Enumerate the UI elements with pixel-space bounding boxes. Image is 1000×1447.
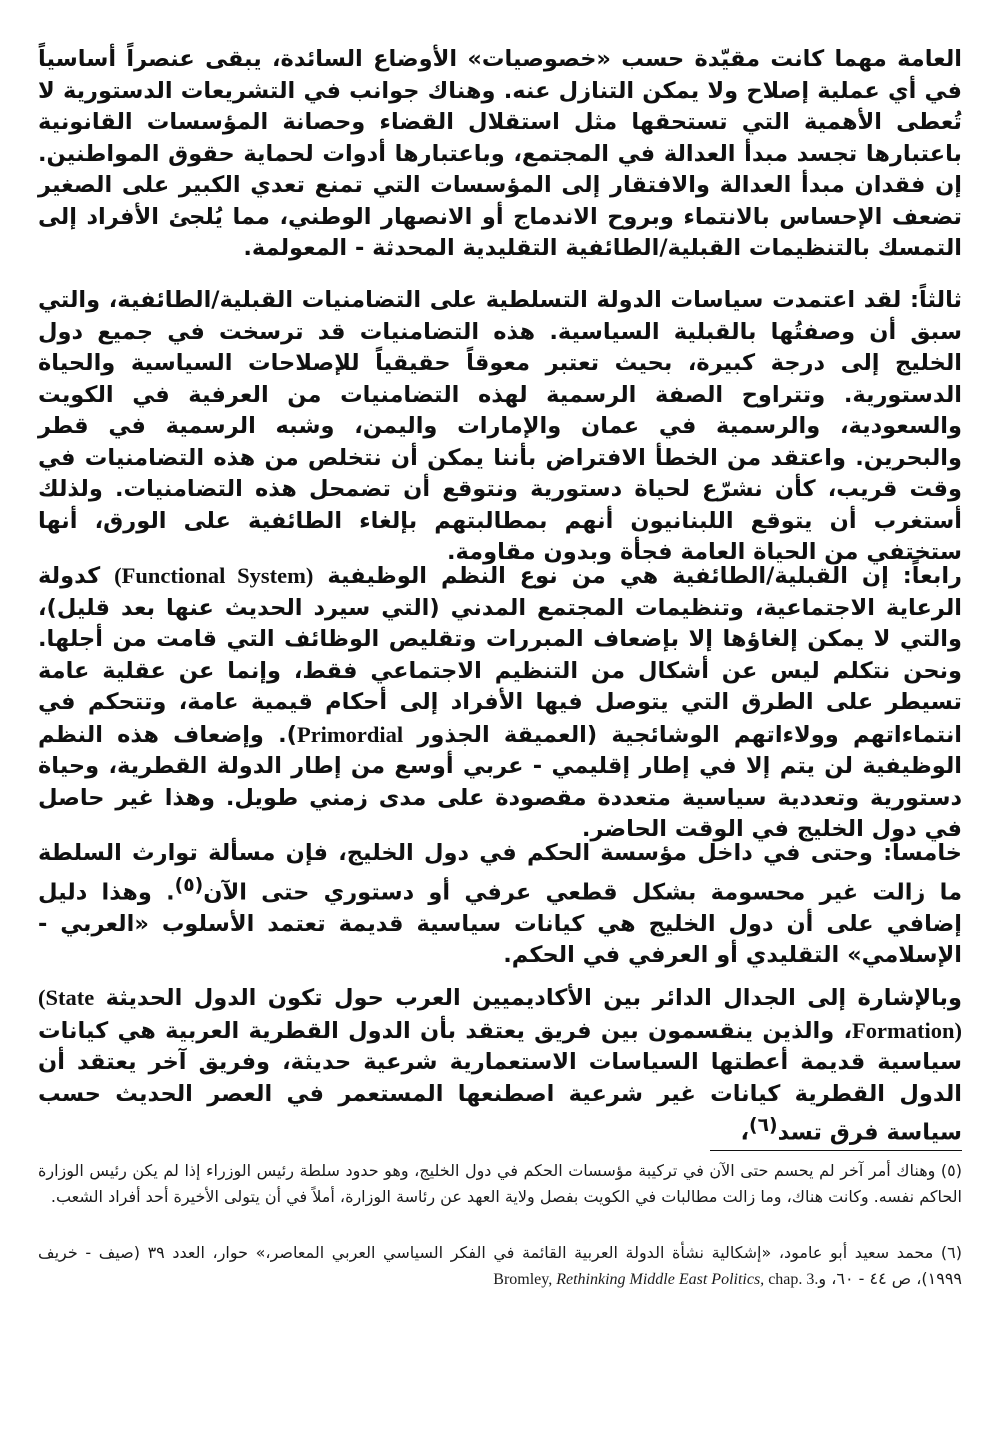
paragraph-lead: خامساً: (883, 840, 962, 866)
paragraph-text: وحتى في داخل مؤسسة الحكم في دول الخليج، فإن مسألة توارث السلطة ما زالت غير محسومة بشكل قطعي عرفي أو دستوري حتى الآن (38, 840, 962, 905)
paragraph-fifth (38, 838, 962, 972)
english-term: (Functional System) (114, 563, 314, 588)
paragraph-text: ، والذين ينقسمون بين فريق يعتقد بأن الدول القطرية العربية هي كيانات سياسية قديمة أعطتها السياسات الاستعمارية شرعية حديثة، وفريق آخر يعتقد أن الدول القطرية كيانات غير شرعية اصطنعها المستعمر في العصر الحديث حسب سياسة فرق تسد (38, 1017, 962, 1146)
paragraph-lead: ثالثاً: (910, 287, 962, 313)
citation-title: Rethinking Middle East Politics, (556, 1271, 765, 1288)
english-term: (State Formation) (38, 985, 962, 1043)
paragraph-sixth (38, 982, 962, 1149)
paragraph-text: وبالإشارة إلى الجدال الدائر بين الأكاديميين العرب حول تكون الدول الحديثة (94, 985, 962, 1011)
footnote-ref-5: (٥) (174, 874, 204, 896)
footnote-separator (710, 1150, 962, 1151)
citation-author: Bromley, (493, 1271, 557, 1288)
paragraph-text: إن القبلية/الطائفية هي من نوع النظم الوظيفية (313, 563, 903, 589)
paragraph-text: ). وإضعاف هذه النظم الوظيفية لن يتم إلا في إطار إقليمي - عربي أوسع من إطار الدولة القطرية، وحياة دستورية وتعددية سياسية متعددة مقصودة على مدى زمني طويل. وهذا غير حاصل في دول الخليج في الوقت الحاضر. (38, 721, 962, 842)
paragraph-text: ، (740, 1119, 749, 1146)
footnote-6 (38, 1240, 962, 1293)
paragraph-text: لقد اعتمدت سياسات الدولة التسلطية على التضامنيات القبلية/الطائفية، والتي سبق أن وصفتُها بالقبلية السياسية. هذه التضامنيات قد ترسخت في جميع دول الخليج إلى درجة كبيرة، بحيث تعتبر معوقاً حقيقياً للإصلاحات السياسية والحياة الدستورية. وتتراوح الصفة الرسمية لهذه التضامنيات من العرفية في الكويت والسعودية، والرسمية في عمان والإمارات واليمن، وشبه الرسمية في قطر والبحرين. واعتقد من الخطأ الافتراض بأننا يمكن أن نتخلص من هذه التضامنيات في وقت قريب، كأن نشرّع لحياة دستورية ونتوقع أن تضمحل هذه التضامنيات. ولذلك أستغرب أن يتوقع اللبنانيون أنهم بمطالبتهم بإلغاء الطائفية على الورق، أنها ستختفي من الحياة العامة فجأة وبدون مقاومة. (38, 287, 962, 565)
paragraph-text: كدولة الرعاية الاجتماعية، وتنظيمات المجتمع المدني (التي سيرد الحديث عنها بعد قليل)، والتي لا يمكن إلغاؤها إلا بإضعاف المبررات وتقليص الوظائف التي قامت من أجلها. ونحن نتكلم ليس عن أشكال من التنظيم الاجتماعي فقط، وإنما عن عقلية عامة تسيطر على الطرق التي يتوصل فيها الأفراد إلى أحكام قيمية عامة، وتتحكم في انتماءاتهم وولاءاتهم الوشائجية (العميقة الجذور (38, 563, 963, 748)
footnote-6-citation (493, 1271, 818, 1288)
paragraph-third (38, 285, 962, 569)
paragraph-continuation: العامة مهما كانت مقيّدة حسب «خصوصيات» الأوضاع السائدة، يبقى عنصراً أساسياً في أي عملية إصلاح ولا يمكن التنازل عنه. وهناك جوانب في التشريعات الدستورية لا تُعطى الأهمية التي تستحقها مثل استقلال القضاء وحصانة المؤسسات القانونية باعتبارها تجسد مبدأ العدالة في المجتمع، وباعتبارها أدوات لحماية حقوق المواطنين. إن فقدان مبدأ العدالة والافتقار إلى المؤسسات التي تمنع تعدي الكبير على الصغير تضعف الإحساس بالانتماء وبروح الاندماج أو الانصهار الوطني، مما يُلجئ الأفراد إلى التمسك بالتنظيمات القبلية/الطائفية التقليدية المحدثة - المعولمة. (38, 46, 962, 261)
footnote-6-arabic: (٦) محمد سعيد أبو عامود، «إشكالية نشأة الدولة العربية القائمة في الفكر السياسي العربي المعاصر،» حوار، العدد ٣٩ (صيف - خريف ١٩٩٩)، ص ٤٤ - ٦٠، و (38, 1243, 963, 1288)
paragraph-lead: رابعاً: (902, 563, 962, 589)
footnote-5: (٥) وهناك أمر آخر لم يحسم حتى الآن في تركيبة مؤسسات الحكم في دول الخليج، وهو حدود سلطة رئيس الوزراء إذا لم يكن رئيس الوزارة الحاكم نفسه. وكانت هناك، وما زالت مطالبات في الكويت بفصل ولاية العهد عن رئاسة الوزارة، أملاً في أن يتولى الأخيرة أحد أفراد الشعب. (38, 1161, 962, 1206)
paragraph-text: . وهذا دليل إضافي على أن دول الخليج هي كيانات سياسية قديمة تعتمد الأسلوب «العربي - الإسلامي» التقليدي أو العرفي في الحكم. (38, 879, 962, 968)
footnote-ref-6: (٦) (749, 1115, 778, 1136)
english-term: Primordial (296, 721, 404, 747)
paragraph-fourth (38, 560, 962, 846)
citation-chapter: chap. 3. (764, 1271, 819, 1288)
